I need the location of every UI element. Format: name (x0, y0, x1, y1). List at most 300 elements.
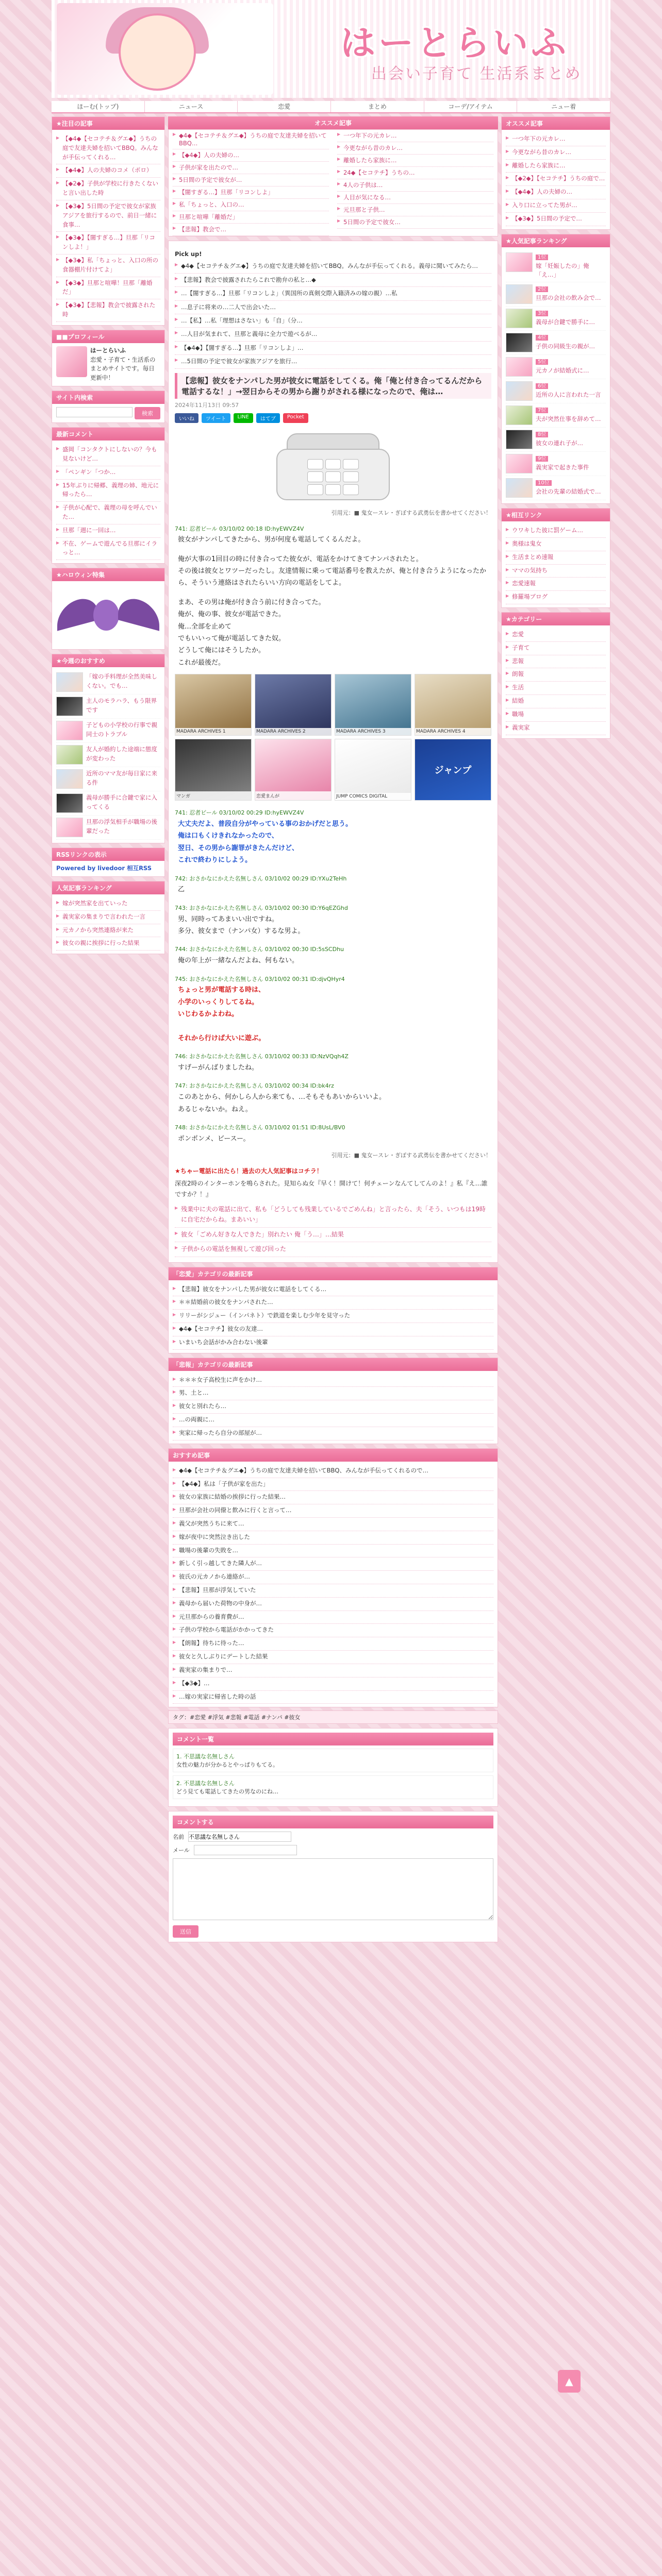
search-row (52, 404, 164, 422)
site-tagline: 出会い子育て 生活系まとめ (371, 65, 582, 83)
res-item (175, 808, 491, 866)
form-title: コメントする (173, 1816, 493, 1828)
res-body: 俺の年上が一緒なんだよね、何もない。 (178, 957, 299, 965)
related-link[interactable]: ▶ ◆4◆【セコテチ＆グエ◆】うちの庭で友達夫婦を招いてBBQ、みんなが手伝ってくれるので… (173, 1465, 493, 1478)
ranking-thumbnail (506, 381, 533, 401)
head-link[interactable]: ▶ 【悲報】教会で… (173, 224, 329, 236)
form-name-row (173, 1832, 493, 1842)
rank2-link[interactable]: ▶ 元カノから突然連絡が来た (56, 924, 160, 938)
tag-ribbon[interactable]: タグ：#恋愛 #浮気 #悲報 #電話 #ナンパ #彼女 (168, 1710, 498, 1724)
rel3-list (169, 1462, 498, 1707)
related-link[interactable]: ▶ いまいち会話がかみ合わない後輩 (173, 1336, 493, 1350)
popular-title: ★注目の記事 (52, 117, 164, 130)
head-links-left (169, 130, 333, 236)
res-header: 745: おさかなにかえた名無しさん 03/10/02 00:31 ID:djvQHyr4 (175, 975, 345, 982)
top-nav (52, 101, 610, 113)
related-link[interactable]: ▶ 義実家の集まりで… (173, 1664, 493, 1677)
res-item (175, 553, 491, 589)
comment-text: 女性の魅力が分かるとやっぱりもてる。 (176, 1761, 278, 1769)
ranking-item[interactable] (56, 670, 160, 694)
category-title: ★カテゴリー (502, 613, 610, 625)
recent-comment-link[interactable]: ▶ 盛岡「コンタクトにしないの？今も見ないけど… (56, 444, 160, 466)
related-link[interactable]: ▶ 義母から届いた荷物の中身が… (173, 1598, 493, 1611)
ranking-text (536, 430, 583, 448)
related-link[interactable]: ▶ …の両親に… (173, 1414, 493, 1427)
nav-item-news[interactable]: ニュース (145, 101, 238, 112)
name-input[interactable] (188, 1832, 291, 1842)
rank2-link[interactable]: ▶ 彼女の親に挨拶に行った結果 (56, 937, 160, 951)
links-title: ★相互リンク (502, 509, 610, 521)
ranking-text (536, 357, 589, 376)
illustration-face (119, 13, 196, 91)
category-link[interactable]: ▶ 義実家 (506, 722, 606, 735)
rss-box (52, 848, 165, 877)
popular-link[interactable]: ▶ 【◆3◆】私「ちょっと、入口の所の食器棚片付けてよ」 (56, 255, 160, 277)
pickup-link[interactable]: ▶ …5日間の予定で彼女が家族アジアを旅行… (175, 355, 491, 368)
ranking-title: ★今週のおすすめ (52, 654, 164, 667)
recent-comment-link[interactable]: ▶ 旦那「週に一回は… (56, 524, 160, 538)
nav-item-coord[interactable]: コーデ/アイテム (424, 101, 518, 112)
bat-illustration (52, 584, 164, 646)
ranking-thumbnail (506, 357, 533, 377)
ticker-link[interactable]: ▶ 離婚したら家族に… (506, 160, 606, 173)
ranking-thumbnail (56, 697, 83, 716)
ranking-box (52, 654, 165, 843)
ranking-item-title: 旦那の浮気相手が職場の後輩だった (86, 818, 157, 835)
ranking-item[interactable] (56, 816, 160, 840)
ranking-thumbnail (506, 333, 533, 352)
rel1-title: 「恋愛」カテゴリの最新記事 (169, 1267, 498, 1280)
nav-item-new[interactable]: ニュー着 (517, 101, 610, 112)
ranking-item-title: 義母が勝手に合鍵で家に入ってくる (86, 794, 157, 810)
right-ranking-item[interactable] (506, 452, 606, 476)
ranking-thumbnail (506, 430, 533, 449)
res-list (175, 524, 491, 669)
ranking-thumbnail (506, 309, 533, 328)
pickup-link[interactable]: ▶ …【闇すぎる…】旦那「リコンしよ」（異国所の真剣交際入籍済みの嫁の親）…私 (175, 287, 491, 300)
rank-number: 8位 (536, 432, 548, 437)
rank-title: 旦那の会社の飲み会で… (536, 294, 601, 301)
related-link[interactable]: ▶ 実家に帰ったら自分の部屋が… (173, 1427, 493, 1440)
ticker-link[interactable]: ▶ 今更ながら昔のカレ… (506, 146, 606, 160)
related-link[interactable]: ▶ 【◆4◆】私は「子供が家を出た」 (173, 1478, 493, 1492)
category-link[interactable]: ▶ 恋愛 (506, 629, 606, 642)
after-list (175, 1202, 491, 1257)
mutual-link[interactable]: ▶ 修羅場ブログ (506, 591, 606, 604)
rank2-link[interactable]: ▶ 義実家の集まりで言われた一言 (56, 911, 160, 924)
comment-form (168, 1811, 498, 1942)
res-header: 746: おさかなにかえた名無しさん 03/10/02 00:33 ID:NzVQqh4Z (175, 1053, 349, 1060)
head-link[interactable]: ▶ 子供が家を出たので… (173, 162, 329, 174)
right-ranking-item[interactable] (506, 331, 606, 355)
rank-title: 義実家で起きた事件 (536, 463, 589, 471)
res-item (175, 1052, 491, 1074)
res-body: 俺が大事の1回目の時に付き合ってた彼女が、電話をかけてきてナンパされたと。 その後は彼女とワツーだったし。友達情報に乗って電話番号を教えたが、俺と付き合うようになったから、そういう連絡はされたらいい方向の電話をしてよ。 (178, 555, 487, 587)
related-link[interactable]: ▶ 元旦那からの養育費が… (173, 1611, 493, 1624)
popular-link[interactable]: ▶ 【◆2◆】子供が学校に行きたくないと言い出した時 (56, 178, 160, 200)
related-link[interactable]: ▶ ＊＊結婚前の彼女をナンパされた… (173, 1296, 493, 1310)
res-body: すげーがんばりましたね。 (178, 1064, 259, 1072)
ticker-title: オススメ記事 (502, 117, 610, 130)
ranking-thumbnail (506, 478, 533, 498)
recent-comment-link[interactable]: ▶ 15年ぶりに帰郷、義理の姉、地元に帰ったら… (56, 480, 160, 502)
right-sidebar (501, 116, 610, 743)
category-box (501, 612, 610, 739)
right-ranking-item[interactable] (506, 307, 606, 331)
head-link[interactable]: ▶ 【◆4◆】人の夫婦の… (173, 149, 329, 162)
main-column (168, 116, 498, 1942)
head-link[interactable]: ▶ 5日間の予定で彼女… (337, 216, 493, 229)
ranking-thumbnail (56, 721, 83, 740)
related-link[interactable]: ▶ 嫁が夜中に突然泣き出した (173, 1531, 493, 1545)
mutual-link[interactable]: ▶ 生活まとめ速報 (506, 551, 606, 565)
rank2-title: 人気記事ランキング (52, 882, 164, 894)
related-link[interactable]: ▶ ◆4◆【セコテチ】彼女の友達… (173, 1323, 493, 1336)
rank-title: 会社の先輩の結婚式で… (536, 487, 601, 495)
ticker-link[interactable]: ▶ 【◆2◆】【セコテチ】うちの庭で… (506, 173, 606, 186)
comment-list (173, 1749, 493, 1799)
pickup-link[interactable]: ▶ …【私】…私「理想はさない」も「自」（分… (175, 314, 491, 328)
ranking-thumbnail (56, 769, 83, 789)
ad-banner[interactable]: MADARA ARCHIVES 3 (335, 674, 411, 736)
res-header: 748: おさかなにかえた名無しさん 03/10/02 01:51 ID:8UsL/BV0 (175, 1124, 345, 1131)
rank-number: 6位 (536, 383, 548, 389)
related-link[interactable]: ▶ 彼氏の元カノから連絡が… (173, 1571, 493, 1584)
profile-body (52, 343, 164, 386)
comment-item (173, 1749, 493, 1772)
res-body: このあとから、何かしら人から来ても、…そもそもあいからいいよ。 あるじゃないか。ねえ。 (178, 1093, 386, 1113)
next-link[interactable]: ★ちゃー電話に出たら！過去の大人気記事はコチラ！ (175, 1167, 323, 1175)
mutual-link[interactable]: ▶ 奥様は鬼女 (506, 538, 606, 551)
category-link[interactable]: ▶ 職場 (506, 708, 606, 722)
search-button[interactable]: 検索 (135, 407, 160, 419)
quote-reference-2[interactable]: 引用元：■ 鬼女ースレ・ぎぼする武勇伝を書かせてください！ (331, 1152, 491, 1159)
form-name-label: 名前 (173, 1834, 184, 1841)
entry-title: 【悲報】彼女をナンパした男が彼女に電話をしてくる。俺「俺と付き合ってるんだから電話するな！」→翌日からその男から謝りがされる様になったので、俺は… (175, 373, 491, 399)
right-ranking-item[interactable] (506, 428, 606, 452)
rank2-list (52, 894, 164, 954)
pickup-link[interactable]: ▶ ◆4◆【セコテチ＆グエ◆】うちの庭で友達夫婦を招いてBBQ。みんなが手伝ってくれる。義母に聞いてみたら… (175, 260, 491, 273)
links-list (502, 521, 610, 607)
head-link[interactable]: ▶ 旦那と喧嘩「離婚だ」 (173, 211, 329, 224)
comment-author: 2. 不思議な名無しさん (176, 1780, 235, 1787)
rank-number: 3位 (536, 311, 548, 316)
ranking-item-title: 「嫁の手料理が全然美味しくない。でも… (86, 673, 157, 689)
rank2-link[interactable]: ▶ 嫁が突然家を出ていった (56, 897, 160, 911)
res-header: 744: おさかなにかえた名無しさん 03/10/02 00:30 ID:5sSCDhu (175, 946, 344, 953)
res-body: 男、同時ってあまいい出ですね。 多分、彼女まで（ナンパ女）するな男よ。 (178, 915, 305, 935)
rank-number: 7位 (536, 408, 548, 413)
related-osusume (168, 1448, 498, 1708)
rel1-list (169, 1280, 498, 1353)
nav-item-matome[interactable]: まとめ (331, 101, 424, 112)
related-link[interactable]: ▶ 子供の学校から電話がかかってきた (173, 1624, 493, 1637)
ranking-thumbnail (56, 818, 83, 837)
right-ranking-item[interactable] (506, 355, 606, 379)
right-ranking-box (501, 234, 610, 504)
head-links (168, 129, 498, 236)
head-link[interactable]: ▶ 【闇すぎる…】旦那「リコンしよ」 (173, 187, 329, 199)
form-mail-label: メール (173, 1847, 190, 1854)
mutual-link[interactable]: ▶ 恋愛速報 (506, 578, 606, 591)
site-logo[interactable]: はーとらいふ (340, 23, 570, 64)
right-ranking-item[interactable] (506, 379, 606, 403)
right-rank-list (502, 247, 610, 503)
ranking-text (536, 252, 606, 280)
pickup-link[interactable]: ▶ 【◆4◆】【闇すぎる…】旦那「リコンしよ」… (175, 342, 491, 355)
pickup-link[interactable]: ▶ …息子に将来の…二人で出会いた… (175, 301, 491, 314)
rank-title: 子供の同級生の親が… (536, 342, 595, 350)
profile-box (52, 330, 165, 386)
right-rank-title: ★人気記事ランキング (502, 234, 610, 247)
comment-text: どう見ても電話してきたの男なのにね… (176, 1788, 278, 1795)
form-mail-row (173, 1845, 493, 1855)
head-link[interactable]: ▶ 4人の子供は… (337, 179, 493, 192)
popular-link[interactable]: ▶ 【◆4◆【セコテチ＆グエ◆】うちの庭で友達夫婦を招いてBBQ。みんなが手伝ってくれる… (56, 133, 160, 164)
res-header: 742: おさかなにかえた名無しさん 03/10/02 00:29 ID:YXu2TeHh (175, 875, 347, 882)
head-link[interactable]: ▶ 離婚したら家族に… (337, 155, 493, 167)
res-header: 743: おさかなにかえた名無しさん 03/10/02 00:30 ID:Y6qEZGhd (175, 904, 348, 911)
right-ranking-item[interactable] (506, 403, 606, 428)
share-like-button[interactable]: いいね (175, 413, 198, 423)
head-link[interactable]: ▶ 私「ちょっと、入口の… (173, 199, 329, 211)
ranking-item[interactable] (56, 791, 160, 816)
head-link[interactable]: ▶ 人目が気になる… (337, 192, 493, 204)
links-box (501, 508, 610, 608)
ad-banner[interactable]: MADARA ARCHIVES 4 (415, 674, 491, 736)
head-link[interactable]: ▶ 24◆【セコテチ】うちの… (337, 167, 493, 179)
article (168, 241, 498, 1263)
rank-number: 4位 (536, 335, 548, 341)
mutual-link[interactable]: ▶ ウワキした彼に罰ゲーム… (506, 524, 606, 538)
res-header: 747: おさかなにかえた名無しさん 03/10/02 00:34 ID:bk4rz (175, 1082, 334, 1090)
ad-grid (175, 674, 491, 801)
rank-number: 5位 (536, 359, 548, 365)
res-item (175, 597, 491, 669)
head-link[interactable]: ▶ ◆4◆【セコテチ＆グエ◆】うちの庭で友達夫婦を招いてBBQ… (173, 130, 329, 149)
head-link[interactable]: ▶ 今更ながら昔のカレ… (337, 142, 493, 155)
related-link[interactable]: ▶ リリーがシジュー（インパネト）で鉄道を楽しむ少年を見守った (173, 1310, 493, 1323)
popular-box (52, 116, 165, 326)
after-link[interactable]: ▶ 彼女「ごめん好きな人できた」別れたい 俺「う…」…結果 (175, 1228, 491, 1242)
rank-number: 1位 (536, 255, 548, 260)
related-link[interactable]: ▶ 彼女と別れたら… (173, 1400, 493, 1414)
ranking-thumbnail (56, 745, 83, 765)
ranking-item[interactable] (56, 767, 160, 791)
head-link[interactable]: ▶ 5日間の予定で彼女が… (173, 174, 329, 187)
related-link[interactable]: ▶ 彼女の家族に結婚の挨拶に行った結果… (173, 1491, 493, 1504)
mutual-link[interactable]: ▶ ママの気持ち (506, 565, 606, 578)
right-ranking-item[interactable] (506, 476, 606, 500)
category-link[interactable]: ▶ 結婚 (506, 695, 606, 708)
ad-banner[interactable]: ジャンプ (415, 739, 491, 801)
halloween-box (52, 568, 165, 650)
popular-link[interactable]: ▶ 【◆3◆】【闇すぎる…】旦那「リコンしよ！」 (56, 232, 160, 255)
right-ranking-item[interactable] (506, 250, 606, 282)
share-tweet-button[interactable]: ツイート (202, 413, 230, 423)
bat-body (93, 600, 119, 631)
ranking-text (536, 405, 601, 424)
ranking-thumbnail (506, 284, 533, 304)
ad-banner[interactable]: MADARA ARCHIVES 1 (175, 674, 252, 736)
res-header: 741: 忍者ビール 03/10/02 00:29 ID:hyEWVZ4V (175, 809, 304, 817)
rank-title: 近所の人に言われた一言 (536, 391, 601, 398)
profile-avatar (56, 346, 87, 377)
related-link[interactable]: ▶ …嫁の実家に帰省した時の話 (173, 1691, 493, 1704)
res-item (175, 1123, 491, 1145)
res-body: ポンポンメ、ビースー。 (178, 1134, 250, 1143)
quote-reference[interactable]: 引用元：■ 鬼女ースレ・ぎぼする武勇伝を書かせてください！ (331, 509, 491, 516)
rank-title: 義母が合鍵で勝手に… (536, 318, 595, 326)
popular-link[interactable]: ▶ 【◆3◆】【悲報】教会で披露された時 (56, 299, 160, 322)
ad-banner[interactable]: マンガ (175, 739, 252, 801)
related-link[interactable]: ▶ 旦那が会社の同僚と飲みに行くと言って… (173, 1504, 493, 1518)
res-header: 741: 忍者ビール 03/10/02 00:18 ID:hyEWVZ4V (175, 525, 304, 532)
ticker-link[interactable]: ▶ 【◆4◆】人の夫婦の… (506, 186, 606, 199)
related-link[interactable]: ▶ 新しく引っ越してきた隣人が… (173, 1557, 493, 1571)
left-sidebar (52, 116, 165, 958)
ranking-item[interactable] (56, 743, 160, 767)
related-link[interactable]: ▶ 【悲報】旦那が浮気していた (173, 1584, 493, 1598)
ranking-thumbnail (56, 672, 83, 692)
rank-title: 彼女の連れ子が… (536, 439, 583, 447)
pickup-link[interactable]: ▶ …人目が気まれて、旦那と義母に全力で遊べるが… (175, 328, 491, 341)
ranking-text (536, 333, 595, 351)
category-link[interactable]: ▶ 悲報 (506, 655, 606, 669)
related-link[interactable]: ▶ 【◆3◆】… (173, 1677, 493, 1691)
right-ranking-item[interactable] (506, 282, 606, 307)
related-link[interactable]: ▶ 義父が突然うちに来て… (173, 1518, 493, 1531)
nav-item-home[interactable]: ほーむ(トップ) (52, 101, 145, 112)
rank-title: 嫁「妊娠したの」俺「え…」 (536, 262, 589, 279)
ranking-item-title: 友人が婚約した途端に態度が変わった (86, 745, 157, 762)
bat-wing-right (118, 594, 159, 631)
profile-text: 恋愛・子育て・生活系のまとめサイトです。毎日更新中！ (90, 355, 156, 382)
profile-name: はーとらいふ (90, 346, 126, 354)
ranking-item[interactable] (56, 719, 160, 743)
ranking-thumbnail (506, 252, 533, 272)
rank-number: 9位 (536, 456, 548, 462)
telephone-illustration (261, 428, 405, 505)
ranking-item-title: 子どもの小学校の行事で親同士のトラブル (86, 721, 157, 738)
related-link[interactable]: ▶ 【朗報】待ちに待った… (173, 1637, 493, 1651)
recent-comment-link[interactable]: ▶ 不在、ゲームで遊んでる旦那にイラっと… (56, 538, 160, 561)
profile-title: ■■プロフィール (52, 330, 164, 343)
res-body: 乙 (178, 886, 185, 894)
submit-button[interactable]: 送信 (173, 1925, 198, 1938)
bat-title: ★ハロウィン特集 (52, 568, 164, 581)
comment-textarea[interactable] (173, 1858, 493, 1920)
share-pocket-button[interactable]: Pocket (283, 413, 308, 423)
share-buttons (175, 413, 491, 423)
bat-wing-left (57, 594, 98, 631)
header-illustration (57, 3, 273, 95)
related-link[interactable]: ▶ 職場の後輩の失敗を… (173, 1545, 493, 1558)
ranking-text (536, 309, 595, 327)
recent-comments-box (52, 427, 165, 564)
rel2-list (169, 1371, 498, 1444)
ranking-thumbnail (56, 793, 83, 813)
nav-item-love[interactable]: 恋愛 (238, 101, 331, 112)
recent-comment-link[interactable]: ▶ 子供が心配で、義理の母を呼んでいた… (56, 502, 160, 524)
comment-item (173, 1775, 493, 1799)
ad-banner[interactable]: 恋愛まんが (255, 739, 332, 801)
popular-list (52, 130, 164, 325)
rel3-title: おすすめ記事 (169, 1449, 498, 1462)
page-top-button[interactable]: ▲ (558, 2370, 581, 2393)
ad-banner[interactable]: MADARA ARCHIVES 2 (255, 674, 332, 736)
category-link[interactable]: ▶ 生活 (506, 682, 606, 695)
res-body: まあ、その男は俺が付き合う前に付き合ってた。 俺が、俺の事、彼女が電話できた。 俺…全部を止めて でもいいって俺が電話してきた奴。 どうして俺にはそうしたか。 これが最後だ。 (178, 598, 325, 667)
res-item (175, 1081, 491, 1115)
related-love (168, 1267, 498, 1353)
after-text[interactable]: 深夜2時のインターホンを鳴らされた。見知らぬ女『早く！開けて！何チェーンなんてしてんのよ！』私『え…誰ですか？！』 (175, 1180, 488, 1198)
comments-title: コメント一覧 (173, 1733, 493, 1745)
ranking-thumbnail (506, 454, 533, 473)
popular-link[interactable]: ▶ 【◆3◆】旦那と喧嘩！旦那「離婚だ」 (56, 277, 160, 300)
recent-title: 最新コメント (52, 428, 164, 440)
popular-link[interactable]: ▶ 【◆3◆】5日間の予定で彼女が家族アジアを旅行するので、前日一緒に食事… (56, 200, 160, 232)
related-link[interactable]: ▶ 彼女と久しぶりにデートした結果 (173, 1651, 493, 1664)
recent-list (52, 440, 164, 563)
ranking-text (536, 478, 601, 497)
res-body: 彼女がナンパしてきたから、男が何度も電話してくるんだよ。 (178, 536, 365, 544)
pickup-link[interactable]: ▶ 【悲報】教会で披露されたらこれで勘弁の私と…◆ (175, 274, 491, 287)
after-link[interactable]: ▶ 残業中に夫の電話に出て、私も「どうしても残業しているでごめんね」と言ったら、夫「そう、いつもは19時に自宅だからね。まあいい」 (175, 1202, 491, 1228)
ranking-text (536, 381, 601, 400)
related-sad (168, 1358, 498, 1444)
related-link[interactable]: ▶ 男、土と… (173, 1387, 493, 1400)
ticker-link[interactable]: ▶ 一つ年下の元カレ… (506, 133, 606, 146)
ranking-thumbnail (506, 405, 533, 425)
ticker-link[interactable]: ▶ 入り口に立ってた男が… (506, 199, 606, 213)
head-link[interactable]: ▶ 一つ年下の元カレ… (337, 130, 493, 142)
after-link[interactable]: ▶ 子供からの電話を無視して遊び回った (175, 1242, 491, 1257)
rank-title: 元カノが結婚式に… (536, 366, 589, 374)
search-input[interactable] (56, 407, 133, 417)
site-header (52, 0, 610, 98)
ranking-item-title: 主人のモラハラ、もう限界です (86, 697, 157, 714)
ranking-text (536, 454, 589, 472)
ranking-item[interactable] (56, 694, 160, 719)
rss-text[interactable]: Powered by livedoor 相互RSS (56, 865, 152, 872)
ticker-link[interactable]: ▶ 【◆3◆】5日間の予定で… (506, 213, 606, 226)
entry-meta: 2024年11月13日 09:57 (175, 401, 239, 409)
pickup-list (175, 260, 491, 368)
rank-number: 2位 (536, 286, 548, 292)
category-list (502, 625, 610, 738)
rank2-box (52, 881, 165, 954)
popular-link[interactable]: ▶ 【◆4◆】人の夫婦のコメ（ポロ） (56, 164, 160, 178)
category-link[interactable]: ▶ 子育て (506, 642, 606, 655)
related-link[interactable]: ▶ 【悲報】彼女をナンパした男が彼女に電話をしてくる… (173, 1283, 493, 1297)
share-hatena-button[interactable]: はてブ (256, 413, 280, 423)
ad-banner[interactable]: JUMP COMICS DIGITAL (335, 739, 411, 801)
related-link[interactable]: ▶ ＊＊＊女子高校生に声をかけ… (173, 1374, 493, 1387)
res-list-2 (175, 808, 491, 1145)
ranking-item-title: 近所のママ友が毎日家に来る件 (86, 770, 157, 786)
recent-comment-link[interactable]: ▶ 「ペンギン「つか… (56, 466, 160, 480)
rss-title: RSSリンクの表示 (52, 848, 164, 861)
share-line-button[interactable]: LINE (234, 413, 253, 423)
comment-author: 1. 不思議な名無しさん (176, 1753, 235, 1760)
ranking-text (536, 284, 601, 303)
search-title: サイト内検索 (52, 391, 164, 404)
category-link[interactable]: ▶ 朗報 (506, 668, 606, 682)
mail-input[interactable] (194, 1845, 297, 1855)
rel2-title: 「悲報」カテゴリの最新記事 (169, 1358, 498, 1371)
head-link[interactable]: ▶ 元旦那と子供… (337, 204, 493, 216)
